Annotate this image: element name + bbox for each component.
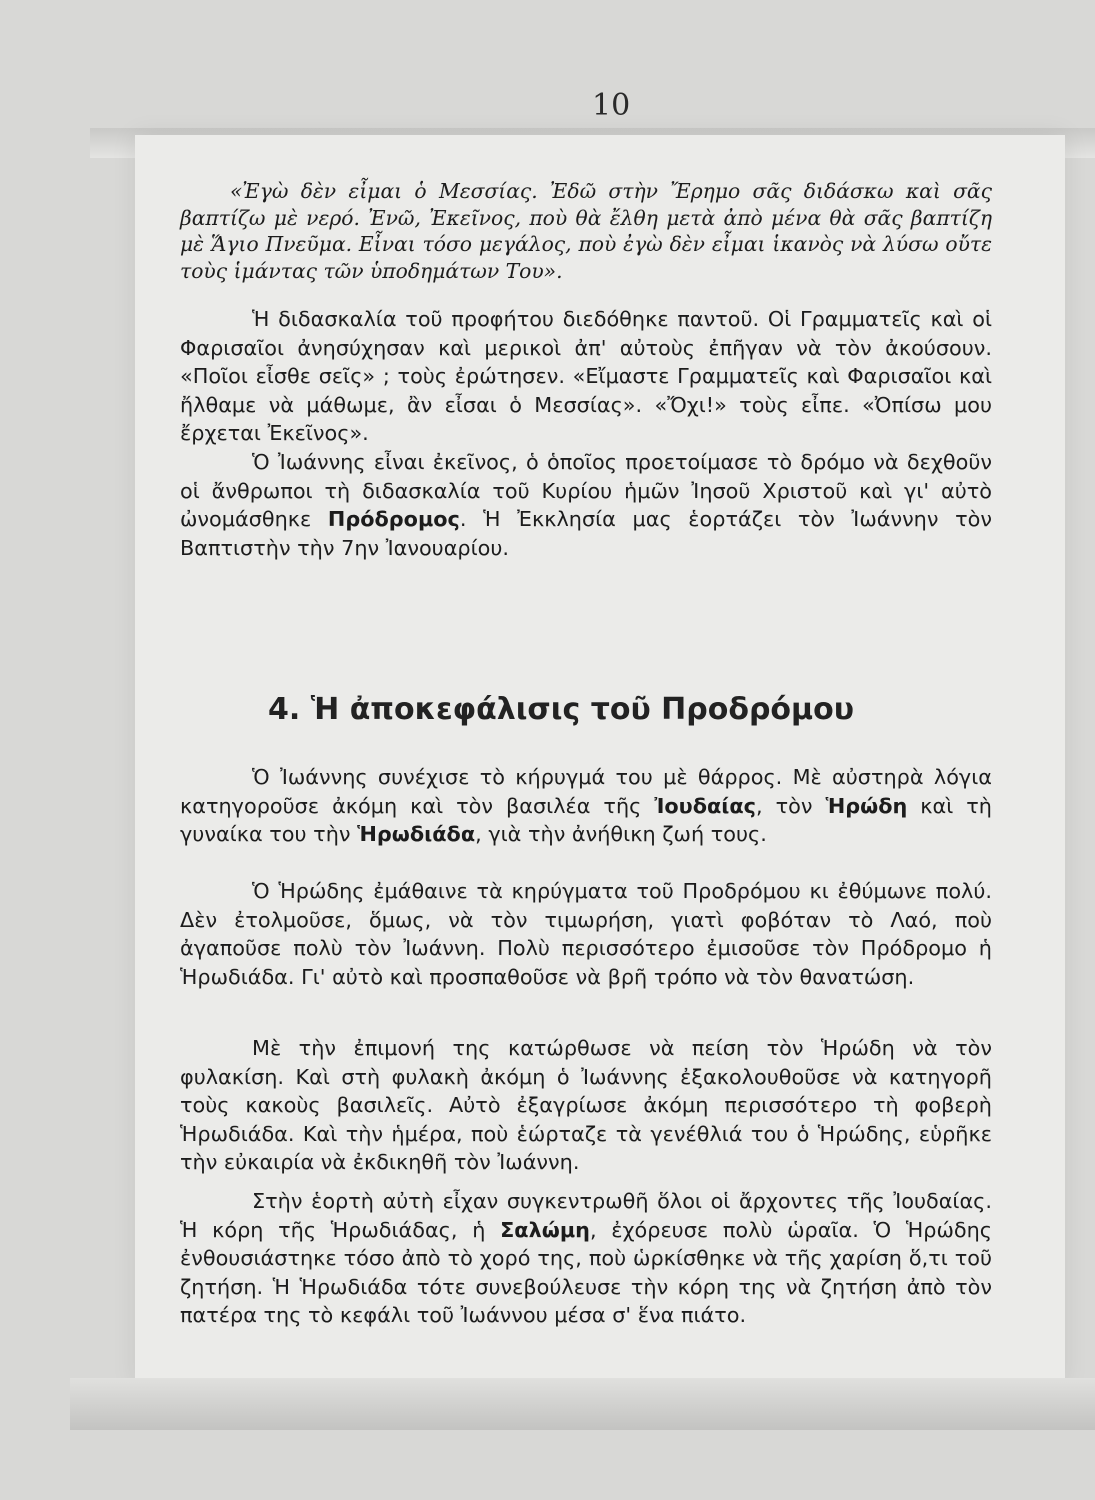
page-number: 10 xyxy=(592,88,631,123)
section-paragraph-2: Ὁ Ἡρώδης ἐμάθαινε τὰ κηρύγματα τοῦ Προδρόμου κι ἐθύμωνε πολύ. Δὲν ἐτολμοῦσε, ὅμως, νὰ τὸν τιμωρήση, γιατὶ φοβόταν τὸ Λαό, ποὺ ἀγαποῦσε πολὺ τὸν Ἰωάννη. Πολὺ περισσότερο ἐμισοῦσε τὸν Πρόδρομο ἡ Ἡρωδιάδα. Γι' αὐτὸ καὶ προσπαθοῦσε νὰ βρῆ τρόπο νὰ τὸν θανατώση. xyxy=(180,879,992,989)
forerunner-term: Πρόδρομος xyxy=(327,507,460,531)
section-heading: 4. Ἡ ἀποκεφάλισις τοῦ Προδρόμου xyxy=(268,692,854,727)
section-paragraph-1 xyxy=(180,763,992,849)
section-paragraph-3: Μὲ τὴν ἐπιμονή της κατώρθωσε νὰ πείση τὸν Ἡρώδη νὰ τὸν φυλακίση. Καὶ στὴ φυλακὴ ἀκόμη ὁ Ἰωάννης ἐξακολουθοῦσε νὰ κατηγορῆ τοὺς κακοὺς βασιλεῖς. Αὐτὸ ἐξαγρίωσε ἀκόμη περισσότερο τὴ φοβερὴ Ἡρωδιάδα. Καὶ τὴν ἡμέρα, ποὺ ἑώρταζε τὰ γενέθλιά του ὁ Ἡρώδης, εὑρῆκε τὴν εὐκαιρία νὰ ἐκδικηθῆ τὸν Ἰωάννη. xyxy=(180,1036,992,1174)
paragraph-forerunner-text-b: . Ἡ Ἐκκλησία μας ἑορτάζει τὸν Ἰωάννην τὸν Βαπτιστὴν τὴν 7ην Ἰανουαρίου. xyxy=(180,507,992,560)
paragraph-forerunner-text-a: Ὁ Ἰωάννης εἶναι ἐκεῖνος, ὁ ὁποῖος προετοίμασε τὸ δρόμο νὰ δεχθοῦν οἱ ἄνθρωποι τὴ διδασκαλία τοῦ Κυρίου ἡμῶν Ἰησοῦ Χριστοῦ καὶ γι' αὐτὸ ὠνομάσθηκε xyxy=(180,450,992,531)
term-herod: Ἡρώδη xyxy=(825,793,908,818)
section-paragraph-4-text-a: Στὴν ἑορτὴ αὐτὴ εἶχαν συγκεντρωθῆ ὅλοι οἱ ἄρχοντες τῆς Ἰουδαίας. Ἡ κόρη τῆς Ἡρωδιάδας, ἡ xyxy=(180,1189,992,1242)
scan-shadow-bottom xyxy=(70,1378,1095,1430)
quote-paragraph: «Ἐγὼ δὲν εἶμαι ὁ Μεσσίας. Ἐδῶ στὴν Ἔρημο σᾶς διδάσκω καὶ σᾶς βαπτίζω μὲ νερό. Ἐνῶ, Ἐκεῖνος, ποὺ θὰ ἔλθη μετὰ ἀπὸ μένα θὰ σᾶς βαπτίζη μὲ Ἅγιο Πνεῦμα. Εἶναι τόσο μεγάλος, ποὺ ἐγὼ δὲν εἶμαι ἱκανὸς νὰ λύσω οὔτε τοὺς ἱμάντας τῶν ὑποδημάτων Του». xyxy=(180,179,992,283)
section-paragraph-1-text-c: , τὸν xyxy=(756,793,826,818)
paragraph-teaching: Ἡ διδασκαλία τοῦ προφήτου διεδόθηκε παντοῦ. Οἱ Γραμματεῖς καὶ οἱ Φαρισαῖοι ἀνησύχησαν καὶ μερικοὶ ἀπ' αὐτοὺς ἐπῆγαν νὰ τὸν ἀκούσουν. «Ποῖοι εἶσθε σεῖς» ; τοὺς ἐρώτησεν. «Εἴμαστε Γραμματεῖς καὶ Φαρισαῖοι καὶ ἤλθαμε νὰ μάθωμε, ἂν εἶσαι ὁ Μεσσίας». «Ὄχι!» τοὺς εἶπε. «Ὀπίσω μου ἔρχεται Ἐκεῖνος». xyxy=(180,307,992,445)
paragraph-forerunner xyxy=(180,448,992,562)
section-paragraph-1-text-d: καὶ τὴ γυναίκα του τὴν xyxy=(180,793,992,846)
section-paragraph-1-text-a: Ὁ Ἰωάννης συνέχισε τὸ κήρυγμά του μὲ θάρρος. Μὲ αὐστηρὰ λόγια κατηγοροῦσε ἀκόμη καὶ τὸν βασιλέα τῆς xyxy=(180,765,992,818)
section-paragraph-4 xyxy=(180,1187,992,1330)
section-paragraph-4-text-c: , ἐχόρευσε πολὺ ὡραῖα. Ὁ Ἡρώδης ἐνθουσιάστηκε τόσο ἀπὸ τὸ χορό της, ποὺ ὡρκίσθηκε νὰ τῆς χαρίση ὅ,τι τοῦ ζητήση. Ἡ Ἡρωδιάδα τότε συνεβούλευσε τὴν κόρη της νὰ ζητήση ἀπὸ τὸν πατέρα της τὸ κεφάλι τοῦ Ἰωάννου μέσα σ' ἕνα πιάτο. xyxy=(180,1217,992,1327)
term-judea: Ἰουδαίας xyxy=(654,793,757,818)
term-herodias: Ἡρωδιάδα xyxy=(357,822,476,846)
section-paragraph-1-text-e: , γιὰ τὴν ἀνήθικη ζωή τους. xyxy=(475,822,767,846)
term-salome: Σαλώμη xyxy=(500,1217,590,1242)
